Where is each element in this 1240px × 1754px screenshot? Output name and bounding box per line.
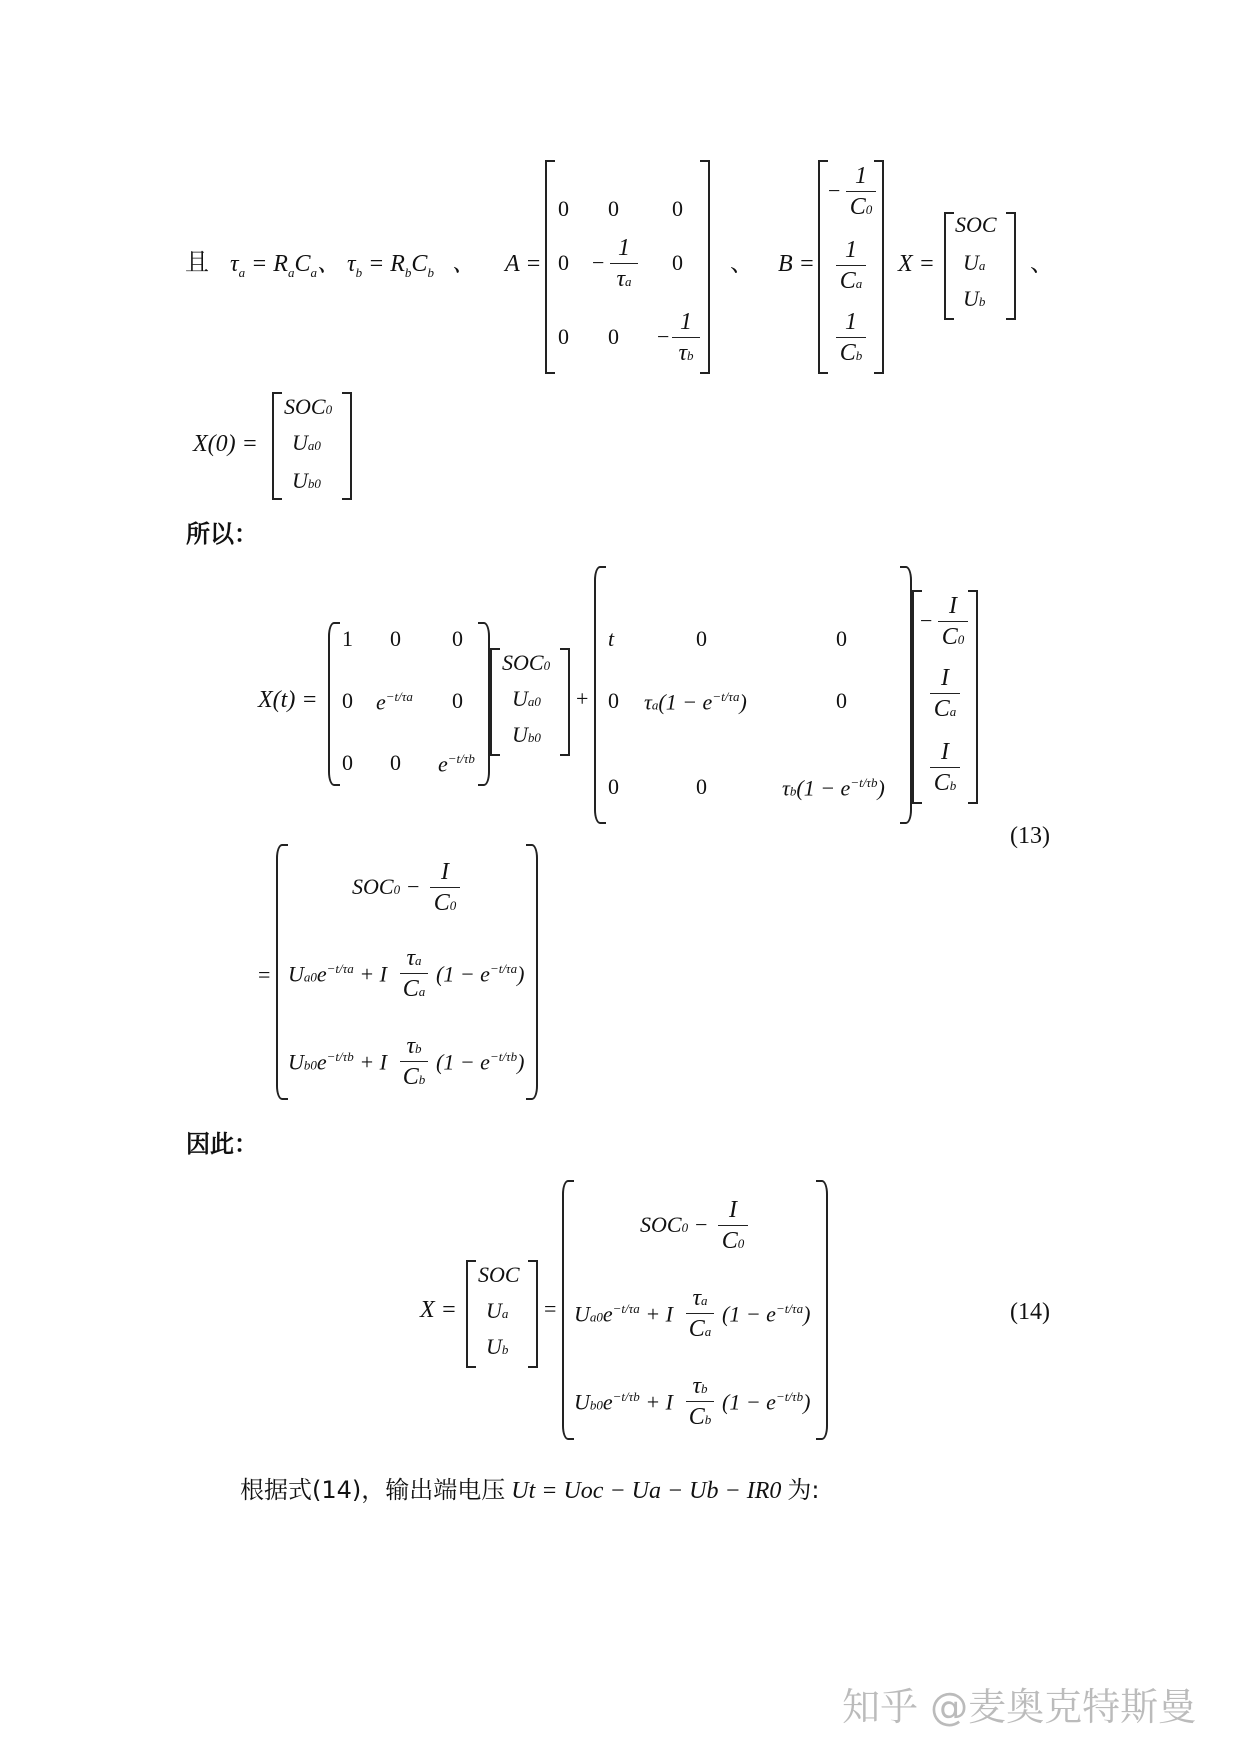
watermark: 知乎 @麦奥克特斯曼 [842,1685,1197,1729]
vector-x-soc: SOC [955,212,997,237]
eq14-r-ub-row: $Ub0e^{-t/\tau b} + I$ [574,1389,673,1415]
vector-x0-left-bracket [272,392,282,500]
eq13-x0-left-bracket [490,648,500,756]
eq13-r-ua-exp: $(1 - e^{-t/\tau a})$ [436,961,525,987]
eq13-bi-frac-cb: I Cb [930,740,960,795]
matrix-a-cell: − [592,250,605,275]
matrix-a-cell: 0 [672,250,683,275]
eq13-m1-cell: 0 [342,750,353,775]
separator: 、 [730,251,754,277]
vector-x-label: X = [898,251,935,277]
eq14-label: X = [420,1297,457,1323]
eq14-r-right-paren [816,1180,828,1440]
eq13-equals: = [258,962,271,987]
eq13-r-right-paren [526,844,538,1100]
eq13-m2-cell: 0 [836,626,847,651]
eq13-m2-cell: 0 [836,688,847,713]
matrix-a-label: A = [505,251,542,277]
eq13-label: X(t) = [258,687,318,713]
eq14-r-frac-tau-b: τb Cb [686,1374,714,1429]
eq13-m1-cell: 0 [342,688,353,713]
qie-text: 且 [185,248,209,276]
matrix-a-frac-tau-a: 1 τa [610,236,638,291]
eq13-bi-frac-c0: I C0 [938,594,968,649]
matrix-a-cell: − [657,324,670,349]
eq13-m2-cell: 0 [608,774,619,799]
vector-x0-right-bracket [342,392,352,500]
eq13-bi-frac-ca: I Ca [930,666,960,721]
matrix-a-cell: 0 [558,196,569,221]
eq13-r-frac-c0: I C0 [430,860,460,915]
eq14-r-soc0: SOC0 − [640,1212,709,1237]
eq13-m1-exp-b: $e^{-t/\tau b}$ [438,751,475,777]
eq13-r-soc0: SOC0 − [352,874,421,899]
eq13-m2-t: t [608,626,615,651]
eq13-r-ua-row: $Ua0e^{-t/\tau a} + I$ [288,961,387,987]
matrix-b-frac-c0: 1 C0 [846,164,876,219]
eq14-r-frac-c0: I C0 [718,1198,748,1253]
eq13-x0-soc0: SOC0 [502,650,551,675]
eq14-x-left-bracket [466,1260,476,1368]
vector-x-ub: Ub [963,286,986,311]
eq14-number: (14) [1010,1299,1050,1325]
vector-x0-soc0: SOC0 [284,394,333,419]
eq13-r-left-paren [276,844,288,1100]
eq13-m2-left-paren [594,566,606,824]
heading-yinci: 因此： [186,1130,258,1158]
eq14-x-ub: Ub [486,1334,509,1359]
eq13-x0-ub0: Ub0 [512,722,541,747]
matrix-a-cell: 0 [608,196,619,221]
eq13-x0-right-bracket [560,648,570,756]
vector-x0-ub0: Ub0 [292,468,321,493]
eq14-x-right-bracket [528,1260,538,1368]
vector-x-left-bracket [944,212,954,320]
eq13-r-frac-tau-b: τb Cb [400,1034,428,1089]
eq13-bi-minus: − [920,608,933,633]
eq14-r-frac-tau-a: τa Ca [686,1286,714,1341]
closing-suffix: 为: [787,1476,820,1504]
matrix-b-frac-ca: 1 Ca [836,238,866,293]
matrix-a-right-bracket [700,160,710,374]
eq13-r-ub-exp: $(1 - e^{-t/\tau b})$ [436,1049,525,1075]
heading-suoyi: 所以： [186,520,258,548]
eq14-equals: = [544,1296,557,1321]
eq13-r-ub-row: $Ub0e^{-t/\tau b} + I$ [288,1049,387,1075]
eq13-x0-ua0: Ua0 [512,686,541,711]
vector-x0-label: X(0) = [193,431,258,457]
closing-formula: Ut = Uoc − Ua − Ub − IR0 [511,1478,782,1504]
eq13-m1-cell: 0 [390,626,401,651]
matrix-b-minus: − [828,178,841,203]
matrix-a-cell: 0 [608,324,619,349]
matrix-b-left-bracket [818,160,828,374]
matrix-a-frac-tau-b: 1 τb [672,310,700,365]
eq13-m1-cell: 1 [342,626,353,651]
eq13-m2-cell: 0 [696,774,707,799]
eq13-m1-cell: 0 [390,750,401,775]
eq13-number: (13) [1010,823,1050,849]
eq13-m1-cell: 0 [452,626,463,651]
eq13-bi-right-bracket [968,590,978,804]
eq13-m1-left-paren [328,622,340,786]
closing-line [240,1478,819,1503]
vector-x-right-bracket [1006,212,1016,320]
vector-x-ua: Ua [963,250,986,275]
eq14-x-ua: Ua [486,1298,509,1323]
eq13-m1-right-paren [478,622,490,786]
matrix-a-cell: 0 [558,324,569,349]
eq13-m2-tau-a-term: $\tau a(1 - e^{-t/\tau a})$ [644,689,747,715]
eq14-r-ub-exp: $(1 - e^{-t/\tau b})$ [722,1389,811,1415]
eq14-r-left-paren [562,1180,574,1440]
closing-prefix: 根据式(14)，输出端电压 [240,1476,506,1504]
eq14-r-ua-row: $Ua0e^{-t/\tau a} + I$ [574,1301,673,1327]
eq14-x-soc: SOC [478,1262,520,1287]
eq13-plus: + [576,686,589,711]
eq13-m2-right-paren [900,566,912,824]
eq13-m2-cell: 0 [696,626,707,651]
eq14-r-ua-exp: $(1 - e^{-t/\tau a})$ [722,1301,811,1327]
eq13-m2-tau-b-term: $\tau b(1 - e^{-t/\tau b})$ [782,775,885,801]
vector-x0-ua0: Ua0 [292,430,321,455]
tau-definitions: $\tau_a = R_aC_a$、 $\tau_b = R_bC_b$ 、 [230,251,476,280]
separator: 、 [1030,251,1054,277]
eq13-m2-cell: 0 [608,688,619,713]
eq13-m1-exp-a: $e^{-t/\tau a}$ [376,689,413,715]
matrix-a-cell: 0 [672,196,683,221]
matrix-b-frac-cb: 1 Cb [836,310,866,365]
eq13-m1-cell: 0 [452,688,463,713]
matrix-a-cell: 0 [558,250,569,275]
matrix-a-left-bracket [545,160,555,374]
matrix-b-label: B = [778,251,815,277]
eq13-r-frac-tau-a: τa Ca [400,946,428,1001]
